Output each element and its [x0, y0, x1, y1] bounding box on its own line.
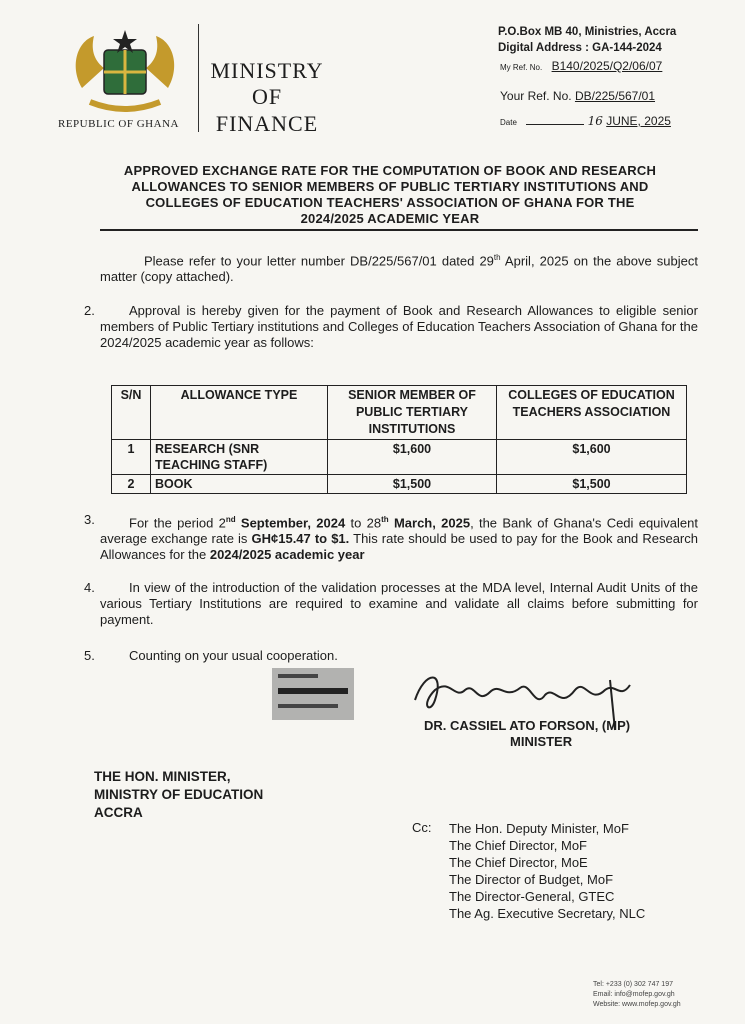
- allowance-table: [111, 385, 687, 494]
- cc-label: Cc:: [412, 820, 432, 835]
- list-item: The Chief Director, MoE: [449, 855, 588, 870]
- list-item: The Chief Director, MoF: [449, 838, 587, 853]
- paragraph-4: In view of the introduction of the validation processes at the MDA level, Internal Audit Units of the various Tertiary Institutions are required to examine and validate all claims before submitting for payment.: [100, 580, 698, 627]
- paragraph-4-number: 4.: [84, 580, 95, 595]
- header-colleges: COLLEGES OF EDUCATION TEACHERS ASSOCIATION: [497, 386, 687, 440]
- paragraph-3-number: 3.: [84, 512, 95, 527]
- signatory-title: MINISTER: [510, 734, 573, 749]
- header-senior-member: SENIOR MEMBER OF PUBLIC TERTIARY INSTITUTIONS: [328, 386, 497, 440]
- list-item: The Hon. Deputy Minister, MoF: [449, 821, 629, 836]
- paragraph-2: Approval is hereby given for the payment of Book and Research Allowances to eligible senior members of Public Tertiary institutions and Colleges of Education Teachers Association of Ghana for the 2024/2025 academic year as follows:: [100, 303, 698, 350]
- paragraph-5-number: 5.: [84, 648, 95, 663]
- header-sn: S/N: [112, 386, 151, 440]
- ministry-name: MINISTRY OF FINANCE: [210, 58, 324, 136]
- list-item: The Ag. Executive Secretary, NLC: [449, 906, 646, 921]
- subject-underline: [100, 229, 698, 231]
- contact-footer: Tel: +233 (0) 302 747 197 Email: info@mofep.gov.gh Website: www.mofep.gov.gh: [593, 981, 681, 1008]
- your-ref: Your Ref. No. DB/225/567/01: [500, 89, 656, 103]
- list-item: The Director of Budget, MoF: [449, 872, 614, 887]
- letterhead-divider: [198, 24, 199, 132]
- table-header-row: [112, 386, 687, 440]
- letter-date: Date 16 JUNE, 2025: [500, 114, 671, 128]
- ghana-coat-of-arms-icon: [70, 28, 180, 116]
- header-allowance-type: ALLOWANCE TYPE: [151, 386, 328, 440]
- address-block: P.O.Box MB 40, Ministries, Accra Digital Address : GA-144-2024: [498, 26, 677, 54]
- letter-subject: APPROVED EXCHANGE RATE FOR THE COMPUTATION OF BOOK AND RESEARCH ALLOWANCES TO SENIOR MEMBERS OF PUBLIC TERTIARY INSTITUTIONS AND COLLEGES OF EDUCATION TEACHERS' ASSOCIATION OF GHANA FOR THE 2024/2025 ACADEMIC YEAR: [123, 163, 657, 226]
- list-item: The Director-General, GTEC: [449, 889, 615, 904]
- my-ref: My Ref. No. B140/2025/Q2/06/07: [500, 59, 663, 73]
- paragraph-5: Counting on your usual cooperation.: [129, 648, 338, 663]
- signatory-name: DR. CASSIEL ATO FORSON, (MP): [424, 718, 631, 733]
- table-row: 1 RESEARCH (SNR TEACHING STAFF) $1,600 $1,600: [112, 440, 687, 475]
- paragraph-3: For the period 2nd September, 2024 to 28th March, 2025, the Bank of Ghana's Cedi equivalent average exchange rate is GH¢15.47 to $1. This rate should be used to pay for the Book and Research Allowances for the 2024/2025 academic year: [100, 515, 698, 563]
- republic-label: REPUBLIC OF GHANA: [58, 118, 179, 130]
- paragraph-2-number: 2.: [84, 303, 95, 318]
- stamp-icon: [268, 664, 358, 724]
- table-row: 2 BOOK $1,500 $1,500: [112, 475, 687, 494]
- addressee-block: THE HON. MINISTER, MINISTRY OF EDUCATION ACCRA: [94, 769, 264, 820]
- paragraph-1: Please refer to your letter number DB/225/567/01 dated 29th April, 2025 on the above subject matter (copy attached).: [100, 253, 698, 285]
- cc-list: [449, 820, 645, 922]
